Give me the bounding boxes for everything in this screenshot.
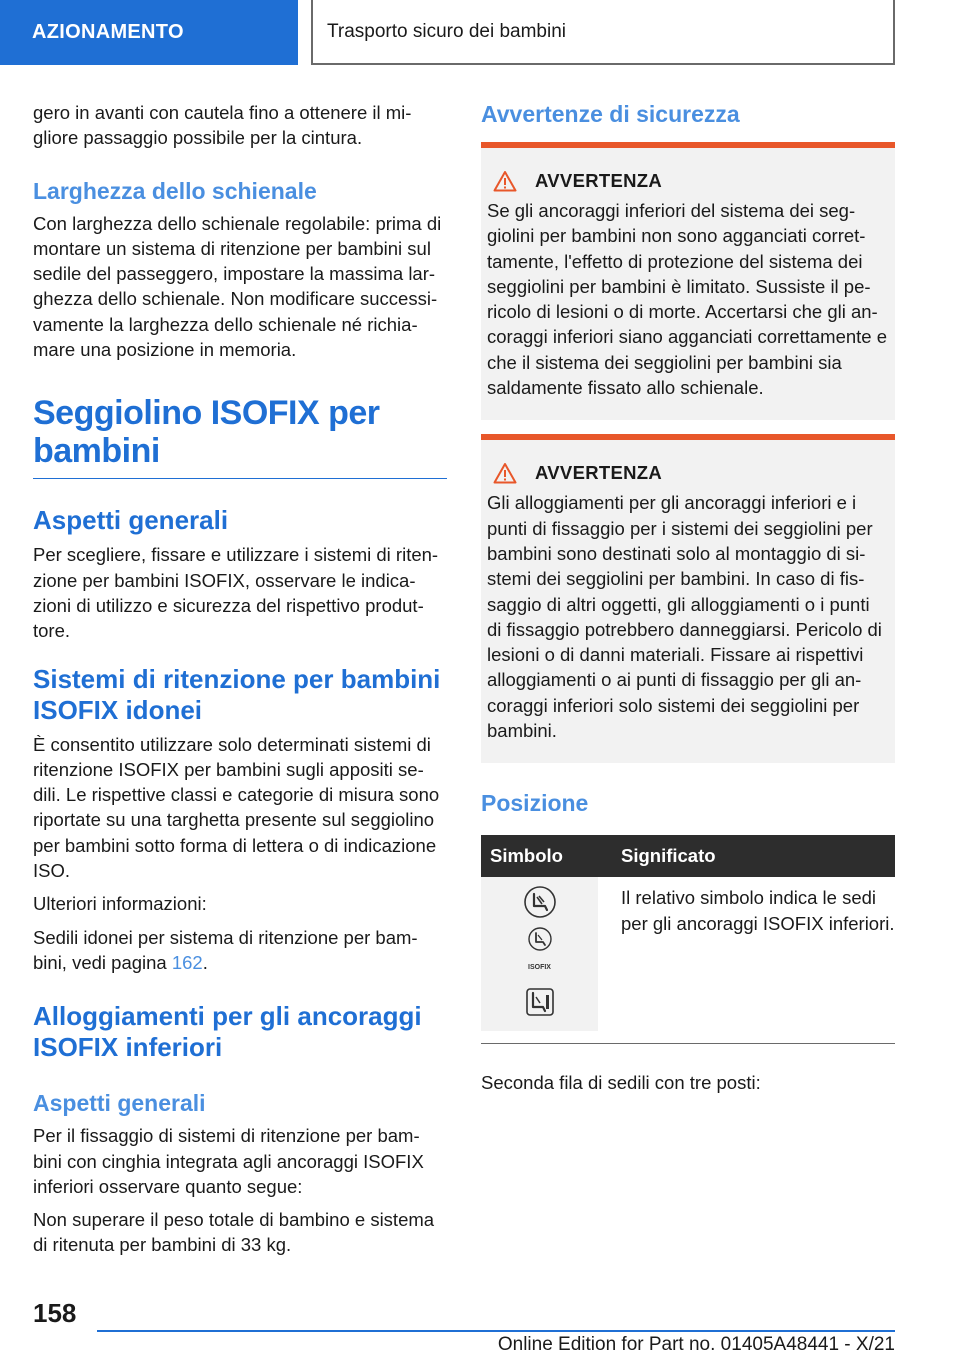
second-row-text: Seconda fila di sedili con tre posti: <box>481 1071 761 1093</box>
safety-heading: Avvertenze di sicurezza <box>481 101 740 127</box>
meaning-cell: Il relativo simbolo indica le sedi per gli ancoraggi ISOFIX inferiori. <box>621 887 895 934</box>
general-heading: Aspetti generali <box>33 505 229 536</box>
seats-reference-text: Sedili idonei per sistema di ritenzione per bam-bini, vedi pagina <box>33 926 418 973</box>
page-link[interactable]: 162 <box>171 951 203 973</box>
isofix-seat-circle-icon <box>523 885 557 919</box>
warning-text-1: Se gli ancoraggi inferiori del sistema dei seg-giolini per bambini non sono agganciati corret-tamente, l'effetto di protezione del sistema dei seggiolini per bambini è limitato. Sussiste il pe-ricolo di lesioni o di morte. Accertarsi che gli an-coraggi inferiori siano agganciati correttamente e che il sistema dei seggiolini per bambini sia saldamente fissato allo schienale. <box>487 200 888 399</box>
more-info-text: Ulteriori informazioni: <box>33 893 207 915</box>
isofix-labelled-icon <box>523 925 557 959</box>
symbol-table <box>481 835 895 1030</box>
isofix-title: Seggiolino ISOFIX per bambini <box>33 394 380 471</box>
suitable-paragraph: È consentito utilizzare solo determinati sistemi di ritenzione ISOFIX per bambini sugli appositi se-dili. Le rispettive classi e categorie di misura sono riportate su una targhetta presente sul seggiolino per bambini sotto forma di lettera o di indicazione ISO. <box>33 733 440 882</box>
warning-triangle-icon <box>493 170 517 192</box>
table-header-row <box>481 835 895 877</box>
warning-label-2: AVVERTENZA <box>535 462 663 484</box>
chapter-title: Trasporto sicuro dei bambini <box>327 20 567 42</box>
right-column <box>481 100 895 1095</box>
warning-title-1 <box>487 170 889 192</box>
lower-anchor-paragraph: Per il fissaggio di sistemi di ritenzione per bam-bini con cinghia integrata agli ancoraggi ISOFIX inferiori osservare quanto segue: <box>33 1125 424 1197</box>
seats-reference-end: . <box>202 951 208 973</box>
column-header-meaning: Significato <box>598 835 895 877</box>
column-header-symbol: Simbolo <box>481 835 598 877</box>
edition-text: Online Edition for Part no. 01405A48441 - X/21 <box>497 1334 895 1355</box>
warning-title-2 <box>487 462 889 484</box>
chapter-tab <box>311 0 895 65</box>
seats-reference <box>33 925 447 976</box>
section-title: AZIONAMENTO <box>32 21 184 43</box>
section-tab <box>0 0 298 65</box>
warning-text-2: Gli alloggiamenti per gli ancoraggi inferiori e i punti di fissaggio per i sistemi dei seggiolini per bambini sono destinati solo al montaggio di si-stemi dei seggiolini per bambini. In caso di fis-saggio di altri oggetti, gli alloggiamenti o i punti di fissaggio potrebbero danneggiarsi. Pericolo di lesioni o di danni materiali. Fissare ai rispettivi alloggiamenti o ai punti di fissaggio per gli an-coraggi inferiori solo sistemi dei seggiolini per bambini. <box>487 492 882 742</box>
page-number: 158 <box>33 1298 77 1328</box>
weight-paragraph: Non superare il peso totale di bambino e sistema di ritenuta per bambini di 33 kg. <box>33 1209 435 1256</box>
table-row <box>481 877 895 1030</box>
suitable-heading: Sistemi di ritenzione per bambini ISOFIX idonei <box>33 663 441 725</box>
left-column <box>33 100 447 1258</box>
backrest-paragraph: Con larghezza dello schienale regolabile: prima di montare un sistema di ritenzione per bambini sul sedile del passeggero, impostare la massima lar-ghezza dello schienale. Non modificare successi-vamente la larghezza dello schienale né richia-mare una posizione in memoria. <box>33 212 442 361</box>
isofix-anchor-icon <box>525 987 555 1017</box>
warning-triangle-icon <box>493 462 517 484</box>
general-paragraph: Per scegliere, fissare e utilizzare i sistemi di riten-zione per bambini ISOFIX, osservare le indica-zioni di utilizzo e sicurezza del rispettivo produt-tore. <box>33 544 439 642</box>
isofix-title-block <box>33 394 447 479</box>
table-rule <box>481 1043 895 1044</box>
warning-box-2 <box>481 434 895 763</box>
footer-rule <box>97 1330 895 1332</box>
warning-box-1 <box>481 142 895 420</box>
lower-general-heading: Aspetti generali <box>33 1090 206 1117</box>
intro-paragraph: gero in avanti con cautela fino a ottenere il mi- gliore passaggio possibile per la cintura. <box>33 102 412 149</box>
warning-label-1: AVVERTENZA <box>535 170 663 191</box>
symbol-cell <box>481 877 598 1030</box>
lower-anchor-heading: Alloggiamenti per gli ancoraggi ISOFIX inferiori <box>33 1001 422 1063</box>
position-heading: Posizione <box>481 790 589 817</box>
isofix-caption: ISOFIX <box>528 964 551 972</box>
backrest-heading: Larghezza dello schienale <box>33 177 317 204</box>
